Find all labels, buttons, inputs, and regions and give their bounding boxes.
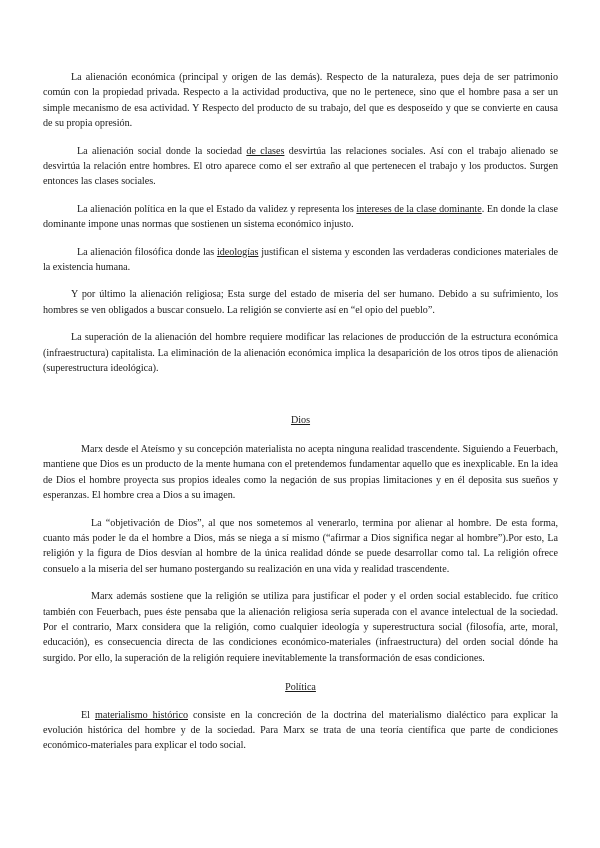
paragraph-overcoming-alienation: La superación de la alienación del hombre requiere modificar las relaciones de producción de la estructura económica (infraestructura) capitalista. La eliminación de la alienación económica implica la desaparición de los otros tipos de alienación (superestructura ideológica). [43, 332, 558, 375]
link-de-clases[interactable]: de clases [246, 145, 285, 157]
text-run: La alienación social donde la sociedad [77, 145, 247, 157]
text-run: desvirtúa las relaciones sociales. Así con el trabajo alienado se desvirtúa la relación entre hombres. El otro aparece como el ser extraño al que pertenecen el trabajo y los productos. Surgen entonces las clases sociales. [43, 145, 558, 188]
link-materialismo-historico[interactable]: materialismo histórico [94, 709, 189, 721]
section-heading-dios: Dios [290, 414, 311, 426]
text-run: consiste en la concreción de la doctrina del materialismo dialéctico para explicar la evolución histórica del hombre y de la sociedad. Para Marx se trata de una teoría científica que parte de condiciones económico-materiales para explicar el todo social. [43, 709, 558, 752]
paragraph-politica-1 [43, 708, 558, 754]
paragraph-philosophical-alienation [43, 245, 558, 276]
text-run: La alienación filosófica donde las [77, 246, 217, 258]
paragraph-social-alienation [43, 144, 558, 190]
paragraph-political-alienation [43, 202, 558, 233]
text-run: justifican el sistema y esconden las verdaderas condiciones materiales de la existencia humana. [43, 246, 558, 274]
paragraph-religious-alienation: Y por último la alienación religiosa; Esta surge del estado de miseria del ser humano. Debido a su sufrimiento, los hombres se ven obligados a buscar consuelo. La religión se convierte así en “el opio del pueblo”. [43, 289, 558, 316]
paragraph-dios-2: La “objetivación de Dios”, al que nos sometemos al venerarlo, termina por alienar al hombre. De esta forma, cuanto más poder le da el hombre a Dios, más se niega a sí mismo (“afirmar a Dios significa negar al hombre”).Por esto, La religión y la figura de Dios desvían al hombre de la única realidad dónde se puede desarrollar como tal. La religión ofrece consuelo a la miseria del ser humano postergando su realización en una vida y realidad trascendente. [43, 517, 558, 575]
paragraph-dios-3: Marx además sostiene que la religión se utiliza para justificar el poder y el orden social establecido. fue crítico también con Feuerbach, pues éste pensaba que la alienación religiosa sería superada con el avance intelectual de la sociedad. Por el contrario, Marx considera que la religión, como cualquier ideología y superestructura social (filosofía, arte, moral, educación), es consecuencia directa de las condiciones económico-materiales (infraestructura) del orden social dónde ha surgido. Por ello, la superación de la religión requiere inevitablemente la transformación de esas condiciones. [43, 591, 558, 664]
link-ideologias[interactable]: ideologías [216, 246, 259, 258]
text-run: El [81, 709, 95, 721]
paragraph-economic-alienation: La alienación económica (principal y origen de las demás). Respecto de la naturaleza, pues deja de ser patrimonio común con la propiedad privada. Respecto a la actividad productiva, que no le pertenece, sino que el hombre pasa a ser un simple mecanismo de esa actividad. Y Respecto del producto de su trabajo, del que es desposeído y que se convierte en causa de su propia opresión. [43, 72, 558, 130]
text-run: . En donde la clase dominante impone unas normas que sostienen un sistema económico injusto. [43, 203, 558, 231]
paragraph-dios-1: Marx desde el Ateísmo y su concepción materialista no acepta ninguna realidad trascendente. Siguiendo a Feuerbach, mantiene que Dios es un producto de la mente humana con el pretendemos fundamentar aquello que es inexplicable. En la idea de Dios el hombre proyecta sus propios ideales como la negación de sus propias limitaciones y en él deposita sus sueños y esperanzas. El hombre crea a Dios a su imagen. [43, 443, 558, 502]
text-run: La alienación política en la que el Estado da validez y representa los [77, 203, 357, 215]
link-intereses-clase-dominante[interactable]: intereses de la clase dominante [356, 203, 482, 215]
section-heading-politica: Política [285, 682, 316, 694]
